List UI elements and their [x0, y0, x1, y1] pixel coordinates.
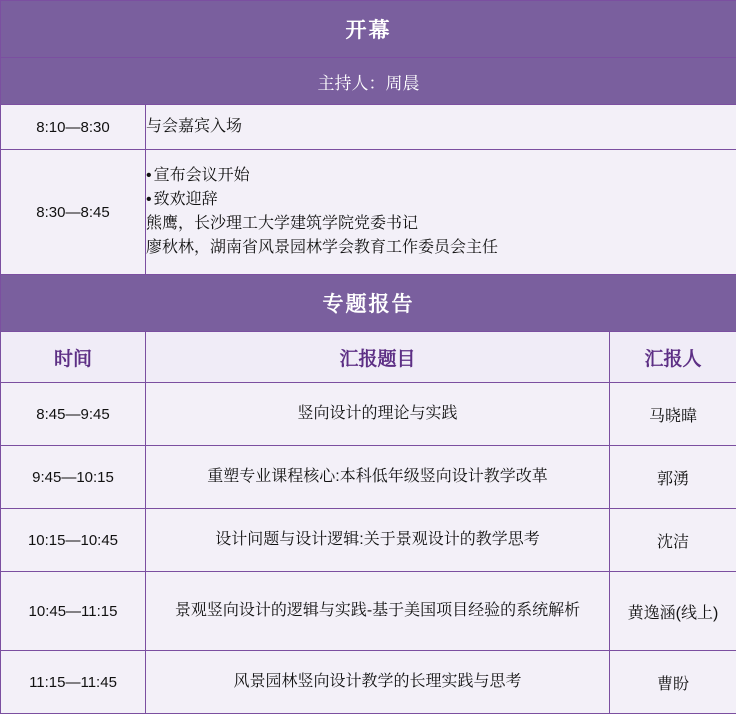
- table-row: [1, 509, 736, 572]
- row-topic: 竖向设计的理论与实践: [146, 383, 610, 446]
- row-topic: 景观竖向设计的逻辑与实践-基于美国项目经验的系统解析: [146, 572, 610, 651]
- opening-section-header-row: [1, 1, 736, 58]
- opening-host-label: 主持人：周晨: [1, 58, 736, 105]
- table-row: [1, 383, 736, 446]
- list-item: 熊鹰，长沙理工大学建筑学院党委书记: [146, 212, 736, 236]
- row-time: 8:45—9:45: [1, 383, 146, 446]
- opening-detail-list: [146, 164, 736, 260]
- reports-section-title: 专题报告: [1, 275, 736, 332]
- list-item: 廖秋林，湖南省风景园林学会教育工作委员会主任: [146, 236, 736, 260]
- table-row: [1, 572, 736, 651]
- row-time: 8:10—8:30: [1, 105, 146, 150]
- row-topic: 设计问题与设计逻辑:关于景观设计的教学思考: [146, 509, 610, 572]
- reports-section-header-row: [1, 275, 736, 332]
- row-time: 9:45—10:15: [1, 446, 146, 509]
- row-time: 10:15—10:45: [1, 509, 146, 572]
- column-header-speaker: 汇报人: [610, 332, 736, 383]
- list-item: • 致欢迎辞: [146, 188, 736, 212]
- column-header-topic: 汇报题目: [146, 332, 610, 383]
- row-speaker: 黄逸涵(线上): [610, 572, 736, 651]
- table-row: [1, 446, 736, 509]
- row-time: 11:15—11:45: [1, 651, 146, 714]
- row-speaker: 曹盼: [610, 651, 736, 714]
- reports-column-header-row: [1, 332, 736, 383]
- list-item: • 宣布会议开始: [146, 164, 736, 188]
- row-time: 8:30—8:45: [1, 150, 146, 275]
- row-content: [146, 150, 736, 275]
- row-topic: 风景园林竖向设计教学的长理实践与思考: [146, 651, 610, 714]
- opening-host-row: [1, 58, 736, 105]
- opening-section-title: 开幕: [1, 1, 736, 58]
- table-row: [1, 651, 736, 714]
- table-row: [1, 105, 736, 150]
- row-topic: 重塑专业课程核心:本科低年级竖向设计教学改革: [146, 446, 610, 509]
- column-header-time: 时间: [1, 332, 146, 383]
- row-speaker: 马晓暐: [610, 383, 736, 446]
- row-speaker: 郭湧: [610, 446, 736, 509]
- row-content: 与会嘉宾入场: [146, 105, 736, 150]
- row-speaker: 沈洁: [610, 509, 736, 572]
- row-time: 10:45—11:15: [1, 572, 146, 651]
- table-row: [1, 150, 736, 275]
